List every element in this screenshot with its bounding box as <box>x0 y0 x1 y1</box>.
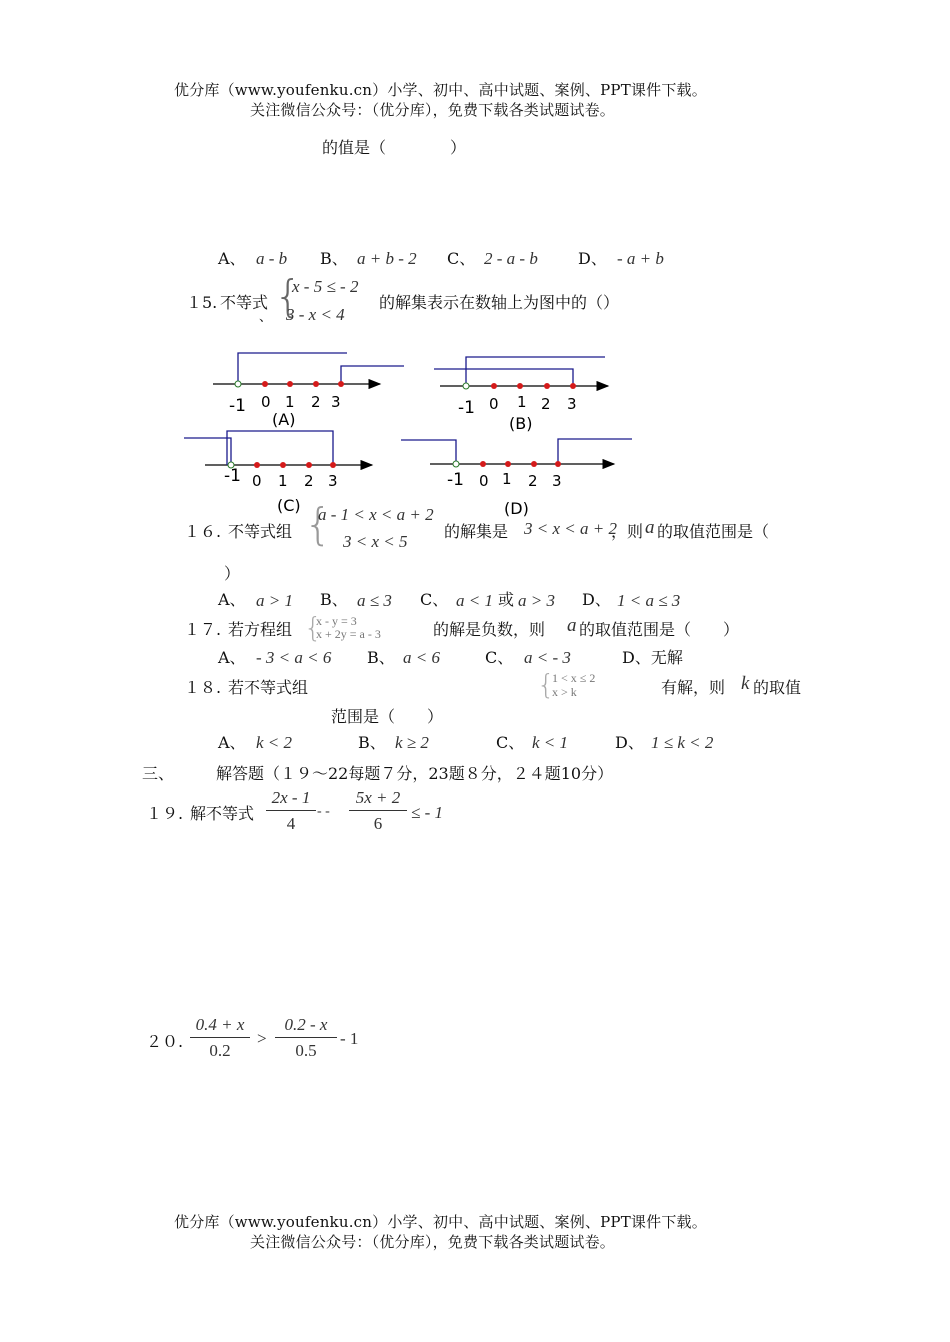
figure-b-tick-0: 0 <box>489 395 499 413</box>
figure-a-point-0 <box>262 381 268 387</box>
q14-option-d: - a + b <box>617 249 664 268</box>
q14-option-c-label: C、 <box>447 249 476 268</box>
q16-tail-2: 的取值范围是（ <box>657 522 770 541</box>
q18-line-2: 范围是（ ） <box>331 707 444 726</box>
q20-fraction-1-bar <box>190 1037 250 1038</box>
q18-variable: k <box>741 673 750 694</box>
q17-eq-2: x + 2y = a - 3 <box>316 627 381 641</box>
q16-variable: a <box>645 517 655 538</box>
figure-c-tick-3: 3 <box>328 472 338 490</box>
q17-option-d: D、无解 <box>622 648 683 667</box>
figure-a <box>213 353 404 387</box>
q17-option-a-label: A、 <box>218 648 246 667</box>
figure-a-tick-minus1: -1 <box>229 396 246 416</box>
q18-option-b-label: B、 <box>358 733 386 752</box>
q14-option-b-label: B、 <box>320 249 348 268</box>
q20-fraction-2 <box>275 1015 337 1061</box>
q17-number: １７. <box>184 620 222 639</box>
q19-prefix: 解不等式 <box>190 804 255 823</box>
q17-eq-1: x - y = 3 <box>316 614 357 628</box>
figure-a-bracket-right <box>341 366 404 384</box>
q19-tail: ≤ - 1 <box>411 803 443 822</box>
q18-mid: 有解，则 <box>661 678 726 697</box>
q15-prefix: 不等式 <box>220 293 269 312</box>
q20-fraction-1 <box>190 1015 250 1061</box>
q20-fraction-2-bar <box>275 1037 337 1038</box>
figure-c-tick-2: 2 <box>304 472 314 490</box>
figure-d-point-minus1 <box>453 461 459 467</box>
figure-a-point-1 <box>287 381 293 387</box>
q15-number-line-figures <box>0 0 950 540</box>
q14-option-d-label: D、 <box>578 249 607 268</box>
figure-b-point-1 <box>517 383 523 389</box>
figure-d-point-0 <box>480 461 486 467</box>
q17-option-c-label: C、 <box>485 648 514 667</box>
figure-a-tick-3: 3 <box>331 393 341 411</box>
q16-option-d: 1 < a ≤ 3 <box>617 591 681 610</box>
q16-option-a: a > 1 <box>256 591 293 610</box>
figure-d-point-2 <box>531 461 537 467</box>
figure-c-bracket-right <box>227 431 333 465</box>
q14-option-a-label: A、 <box>218 249 246 268</box>
q16-option-c-or: 或 <box>498 590 515 609</box>
figure-b-point-2 <box>544 383 550 389</box>
q14-stem-tail: 的值是（ ） <box>322 138 467 157</box>
q19-fraction-2-bar <box>349 810 407 811</box>
q18-option-a-label: A、 <box>218 733 246 752</box>
figure-d-tick-3: 3 <box>552 472 562 490</box>
figure-a-caption: (A) <box>272 410 296 429</box>
q15-ineq-1: x - 5 ≤ - 2 <box>292 277 359 296</box>
figure-d-tick-0: 0 <box>479 472 489 490</box>
q17-option-b-label: B、 <box>367 648 395 667</box>
q16-brace: { <box>304 499 332 550</box>
q18-option-c: k < 1 <box>532 733 569 752</box>
figure-d-caption: (D) <box>504 499 529 518</box>
figure-a-point-3 <box>338 381 344 387</box>
q19-fraction-1-denominator: 4 <box>286 814 296 833</box>
figure-c-tick-1: 1 <box>278 472 288 490</box>
q16-option-c-2: a > 3 <box>518 591 555 610</box>
q15-suffix: 的解集表示在数轴上为图中的（） <box>379 293 620 312</box>
q16-option-a-label: A、 <box>218 590 246 609</box>
q18-ineq-1: 1 < x ≤ 2 <box>552 671 596 685</box>
q16-option-b-label: B、 <box>320 590 348 609</box>
figure-c-bracket-left <box>184 438 231 465</box>
figure-b-tick-3: 3 <box>567 395 577 413</box>
figure-b-point-minus1 <box>463 383 469 389</box>
q17-option-b: a < 6 <box>403 648 440 667</box>
footer-line-2: 关注微信公众号：（优分库），免费下载各类试题试卷。 <box>250 1233 616 1251</box>
header-line-2: 关注微信公众号：（优分库），免费下载各类试题试卷。 <box>250 101 616 119</box>
figure-b-bracket-left <box>434 369 573 386</box>
q20-number: ２０. <box>146 1032 184 1051</box>
q15-number: １5. <box>186 293 218 312</box>
figure-d-tick-2: 2 <box>528 472 538 490</box>
q18-ineq-2: x > k <box>552 685 577 699</box>
q17-mid: 的解是负数，则 <box>433 620 546 639</box>
q14-option-c: 2 - a - b <box>484 249 538 268</box>
q15-brace: { <box>274 271 302 322</box>
figure-b-bracket-right <box>466 357 605 386</box>
figure-d-bracket-right <box>558 439 632 464</box>
footer-line-1: 优分库（www.youfenku.cn）小学、初中、高中试题、案例、PPT课件下载。 <box>174 1213 707 1231</box>
q20-tail: - 1 <box>340 1029 359 1048</box>
q18-prefix: 若不等式组 <box>228 678 309 697</box>
q17-prefix: 若方程组 <box>228 620 293 639</box>
q19-fraction-1-bar <box>266 810 316 811</box>
q18-option-d: 1 ≤ k < 2 <box>651 733 714 752</box>
q18-tail: 的取值 <box>753 678 802 697</box>
q18-brace: { <box>537 668 555 701</box>
q17-option-a: - 3 < a < 6 <box>256 648 332 667</box>
q16-condition: 3 < x < a + 2 <box>524 519 617 538</box>
q17-tail: 的取值范围是（ ） <box>579 620 740 639</box>
figure-c-tick-0: 0 <box>252 472 262 490</box>
q17-option-c: a < - 3 <box>524 648 571 667</box>
figure-b-caption: (B) <box>509 414 533 433</box>
q20-fraction-2-numerator: 0.2 - x <box>284 1015 328 1034</box>
q17-brace: { <box>304 611 322 644</box>
figure-c <box>184 431 372 468</box>
figure-c-point-0 <box>254 462 260 468</box>
figure-a-tick-2: 2 <box>311 393 321 411</box>
q19-fraction-2-denominator: 6 <box>373 814 383 833</box>
q19-fraction-1 <box>266 788 316 834</box>
figure-c-point-3 <box>330 462 336 468</box>
figure-d-tick-minus1: -1 <box>447 470 464 490</box>
figure-b <box>434 357 608 389</box>
figure-b-tick-1: 1 <box>517 393 527 411</box>
q16-option-c-1: a < 1 <box>456 591 493 610</box>
q18-option-b: k ≥ 2 <box>395 733 429 752</box>
q14-option-a: a - b <box>256 249 288 268</box>
q16-prefix: 不等式组 <box>228 522 293 541</box>
q14-option-b: a + b - 2 <box>357 249 417 268</box>
q15-ineq-2: 3 - x < 4 <box>286 305 345 324</box>
figure-c-tick-minus1: -1 <box>224 466 241 486</box>
figure-a-tick-0: 0 <box>261 393 271 411</box>
figure-b-tick-2: 2 <box>541 395 551 413</box>
q16-ineq-2: 3 < x < 5 <box>343 532 408 551</box>
q16-tail-1: ，则 <box>611 522 644 541</box>
figure-a-point-minus1 <box>235 381 241 387</box>
q19-fraction-1-numerator: 2x - 1 <box>271 788 311 807</box>
section-3-number: 三、 <box>142 764 175 783</box>
header-line-1: 优分库（www.youfenku.cn）小学、初中、高中试题、案例、PPT课件下载。 <box>174 81 707 99</box>
figure-a-tick-1: 1 <box>285 393 295 411</box>
figure-d-point-1 <box>505 461 511 467</box>
section-3-title: 解答题（１９～22每题７分，23题８分，２４题10分） <box>216 764 614 783</box>
q20-fraction-1-numerator: 0.4 + x <box>195 1015 245 1034</box>
q18-option-c-label: C、 <box>496 733 525 752</box>
q16-mid: 的解集是 <box>444 522 509 541</box>
figure-a-point-2 <box>313 381 319 387</box>
q16-ineq-1: a - 1 < x < a + 2 <box>318 505 434 524</box>
figure-b-point-3 <box>570 383 576 389</box>
q17-variable: a <box>567 615 577 636</box>
figure-c-point-2 <box>306 462 312 468</box>
q19-number: １９. <box>146 804 184 823</box>
q18-number: １８. <box>184 678 222 697</box>
figure-c-caption: (C) <box>277 496 301 515</box>
figure-d-tick-1: 1 <box>502 470 512 488</box>
q20-greater-than: > <box>257 1029 267 1048</box>
figure-c-point-1 <box>280 462 286 468</box>
q16-number: １６. <box>184 522 222 541</box>
q16-option-c-label: C、 <box>420 590 449 609</box>
q16-option-b: a ≤ 3 <box>357 591 392 610</box>
q16-close: ） <box>224 564 241 583</box>
q15-comma: 、 <box>259 310 273 325</box>
figure-d-point-3 <box>555 461 561 467</box>
figure-a-bracket-left <box>238 353 347 384</box>
q19-minus: - - <box>317 804 330 819</box>
q20-fraction-2-denominator: 0.5 <box>295 1041 317 1060</box>
figure-d <box>401 439 632 467</box>
q20-fraction-1-denominator: 0.2 <box>209 1041 231 1060</box>
q18-option-d-label: D、 <box>615 733 644 752</box>
q16-option-d-label: D、 <box>582 590 611 609</box>
q18-option-a: k < 2 <box>256 733 293 752</box>
q19-fraction-2-numerator: 5x + 2 <box>355 788 401 807</box>
q19-fraction-2 <box>349 788 407 834</box>
figure-b-point-0 <box>491 383 497 389</box>
figure-b-tick-minus1: -1 <box>458 398 475 418</box>
figure-d-bracket-left <box>401 440 456 464</box>
